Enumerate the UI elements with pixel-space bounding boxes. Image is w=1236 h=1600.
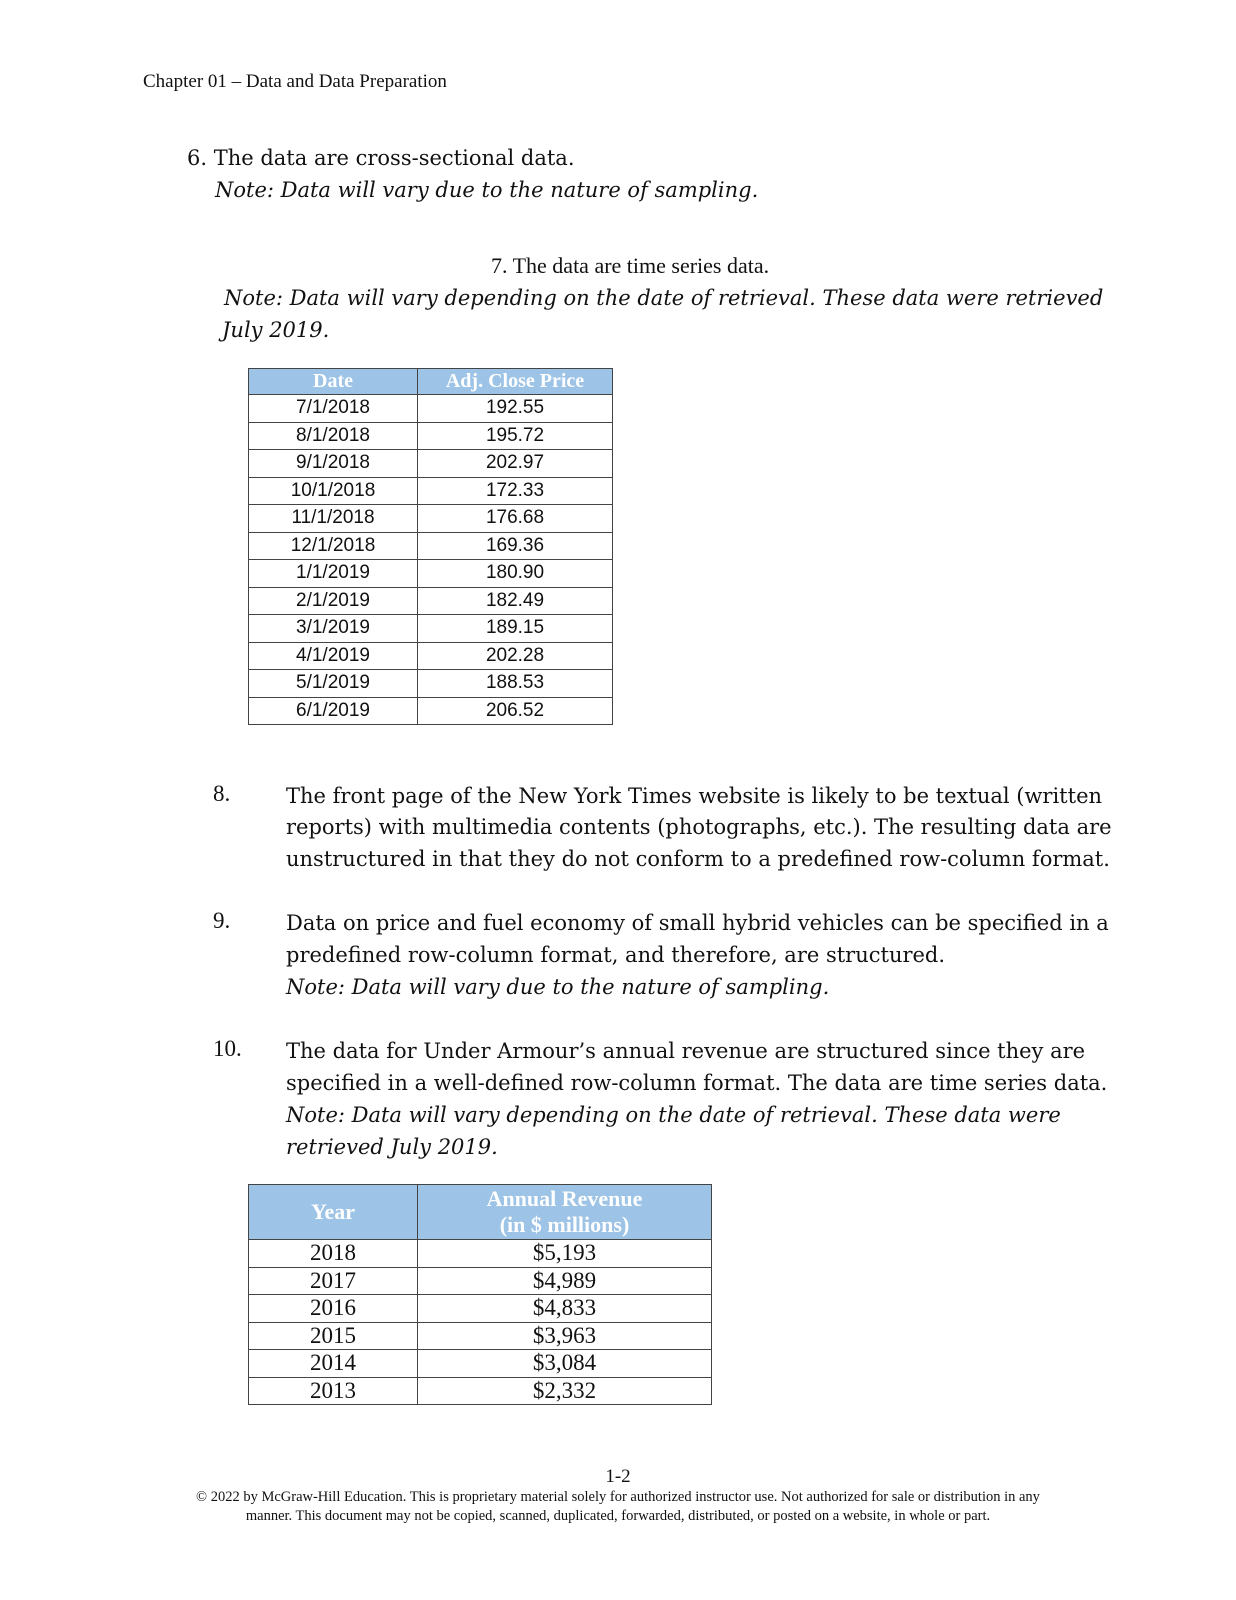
item-7-note-line2: July 2019. xyxy=(222,318,330,342)
revenue-cell: $3,084 xyxy=(418,1350,712,1378)
price-cell: 188.53 xyxy=(418,670,613,698)
table-row xyxy=(249,1322,712,1350)
price-cell: 202.28 xyxy=(418,642,613,670)
page-header: Chapter 01 – Data and Data Preparation xyxy=(143,71,447,92)
price-cell: 176.68 xyxy=(418,505,613,533)
item-8-line2: reports) with multimedia contents (photographs, etc.). The resulting data are xyxy=(286,815,1112,839)
date-cell: 11/1/2018 xyxy=(249,505,418,533)
date-cell: 2/1/2019 xyxy=(249,587,418,615)
date-cell: 1/1/2019 xyxy=(249,560,418,588)
revenue-cell: $4,989 xyxy=(418,1267,712,1295)
item-6-text: 6. The data are cross-sectional data. xyxy=(187,146,575,170)
item-10-note-line1: Note: Data will vary depending on the date of retrieval. These data were xyxy=(286,1103,1061,1127)
item-10-number: 10. xyxy=(213,1036,242,1061)
table-row xyxy=(249,505,613,533)
item-7-note-line1: Note: Data will vary depending on the date of retrieval. These data were retrieved xyxy=(224,286,1104,310)
table-header-row xyxy=(249,1185,712,1240)
date-cell: 12/1/2018 xyxy=(249,532,418,560)
item-8-number: 8. xyxy=(213,781,231,806)
date-cell: 6/1/2019 xyxy=(249,697,418,725)
table-row xyxy=(249,697,613,725)
price-cell: 192.55 xyxy=(418,395,613,423)
column-header-year: Year xyxy=(249,1185,418,1240)
item-10-line2: specified in a well-defined row-column format. The data are time series data. xyxy=(286,1071,1108,1095)
table-row xyxy=(249,587,613,615)
header-revenue-line2: (in $ millions) xyxy=(499,1212,630,1237)
price-cell: 172.33 xyxy=(418,477,613,505)
revenue-cell: $4,833 xyxy=(418,1295,712,1323)
price-cell: 202.97 xyxy=(418,450,613,478)
date-cell: 7/1/2018 xyxy=(249,395,418,423)
copyright-line2: manner. This document may not be copied, scanned, duplicated, forwarded, distributed, or posted on a website, in whole or part. xyxy=(245,1508,991,1524)
year-cell: 2017 xyxy=(249,1267,418,1295)
annual-revenue-table xyxy=(248,1184,712,1405)
table-row xyxy=(249,1295,712,1323)
table-row xyxy=(249,422,613,450)
table-row xyxy=(249,642,613,670)
table-row xyxy=(249,395,613,423)
price-cell: 169.36 xyxy=(418,532,613,560)
table-row xyxy=(249,532,613,560)
price-cell: 182.49 xyxy=(418,587,613,615)
header-revenue-line1: Annual Revenue xyxy=(486,1186,643,1211)
price-cell: 189.15 xyxy=(418,615,613,643)
revenue-cell: $3,963 xyxy=(418,1322,712,1350)
item-6-note: Note: Data will vary due to the nature of sampling. xyxy=(215,178,759,202)
year-cell: 2013 xyxy=(249,1377,418,1405)
price-cell: 206.52 xyxy=(418,697,613,725)
item-10-line1: The data for Under Armour’s annual revenue are structured since they are xyxy=(286,1039,1086,1063)
page-number: 1-2 xyxy=(605,1466,631,1487)
item-7-text: 7. The data are time series data. xyxy=(491,253,770,278)
table-row xyxy=(249,1267,712,1295)
item-9-number: 9. xyxy=(213,908,231,933)
price-cell: 180.90 xyxy=(418,560,613,588)
year-cell: 2018 xyxy=(249,1240,418,1268)
table-header-row xyxy=(249,369,613,395)
table-row xyxy=(249,450,613,478)
table-row xyxy=(249,1350,712,1378)
item-9-line2: predefined row-column format, and therefore, are structured. xyxy=(286,943,946,967)
year-cell: 2014 xyxy=(249,1350,418,1378)
copyright-line1: © 2022 by McGraw-Hill Education. This is proprietary material solely for authorized instructor use. Not authorized for sale or distribution in any xyxy=(196,1489,1040,1505)
item-8-line1: The front page of the New York Times website is likely to be textual (written xyxy=(286,784,1103,808)
item-9-note: Note: Data will vary due to the nature of sampling. xyxy=(286,975,830,999)
item-8-line3: unstructured in that they do not conform to a predefined row-column format. xyxy=(286,847,1110,871)
item-10-note-line2: retrieved July 2019. xyxy=(286,1135,498,1159)
date-cell: 3/1/2019 xyxy=(249,615,418,643)
item-9-line1: Data on price and fuel economy of small hybrid vehicles can be specified in a xyxy=(286,911,1109,935)
column-header-adj-close: Adj. Close Price xyxy=(418,369,613,395)
table-row xyxy=(249,1377,712,1405)
revenue-cell: $2,332 xyxy=(418,1377,712,1405)
date-cell: 5/1/2019 xyxy=(249,670,418,698)
revenue-cell: $5,193 xyxy=(418,1240,712,1268)
date-cell: 8/1/2018 xyxy=(249,422,418,450)
year-cell: 2016 xyxy=(249,1295,418,1323)
column-header-annual-revenue xyxy=(418,1185,712,1240)
date-cell: 10/1/2018 xyxy=(249,477,418,505)
table-row xyxy=(249,1240,712,1268)
table-row xyxy=(249,615,613,643)
price-cell: 195.72 xyxy=(418,422,613,450)
date-cell: 4/1/2019 xyxy=(249,642,418,670)
year-cell: 2015 xyxy=(249,1322,418,1350)
column-header-date: Date xyxy=(249,369,418,395)
adj-close-price-table xyxy=(248,368,613,725)
date-cell: 9/1/2018 xyxy=(249,450,418,478)
table-row xyxy=(249,670,613,698)
table-row xyxy=(249,560,613,588)
table-row xyxy=(249,477,613,505)
